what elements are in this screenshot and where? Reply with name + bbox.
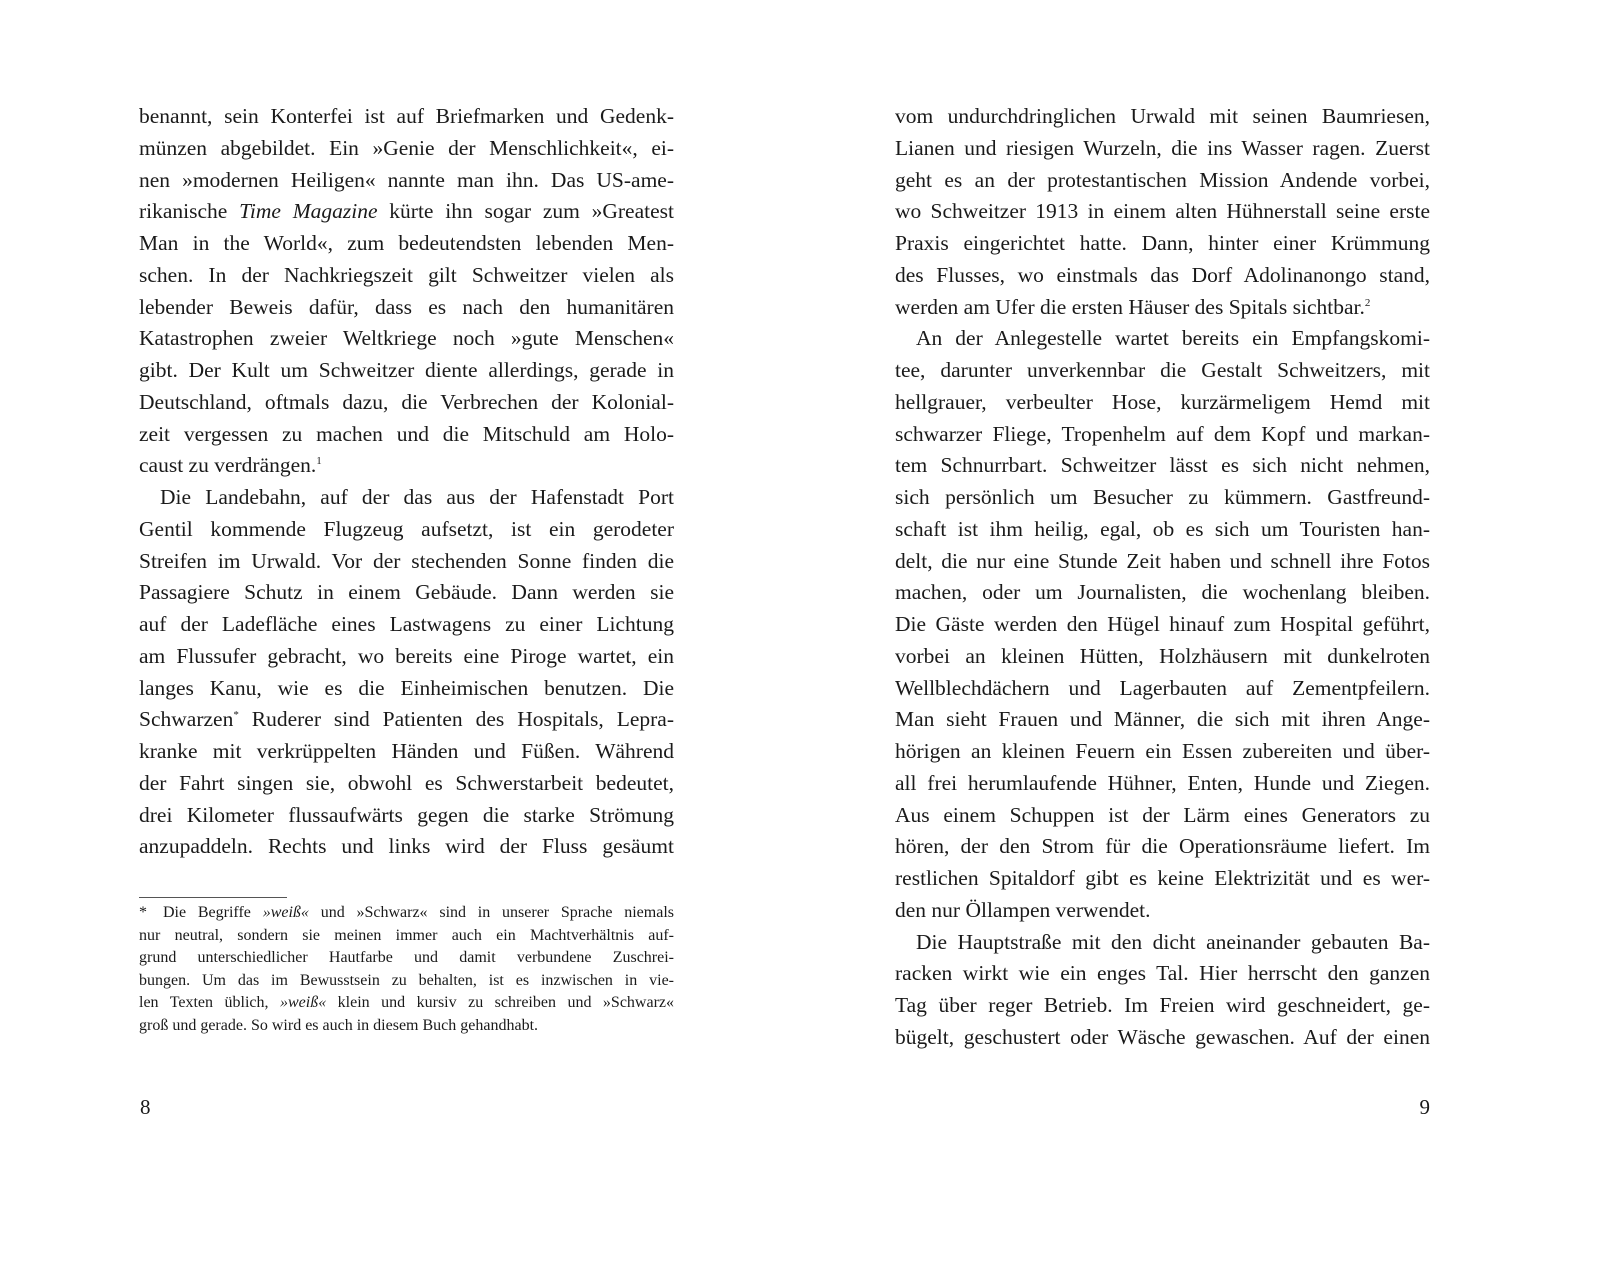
text-line [895, 323, 1430, 355]
text-segment: restlichen Spitaldorf gibt es keine Elektrizität und es wer- [895, 866, 1430, 890]
text-segment: Man sieht Frauen und Männer, die sich mit ihren Ange- [895, 707, 1430, 732]
text-line [895, 831, 1430, 863]
text-line [139, 768, 674, 800]
right-page-body [895, 101, 1430, 1054]
text-line [895, 387, 1430, 419]
text-line [895, 673, 1430, 705]
text-line [139, 260, 674, 292]
italic-text: Time Magazine [239, 199, 378, 224]
text-segment: der Fahrt singen sie, obwohl es Schwerstarbeit bedeutet, [139, 770, 674, 795]
text-line [139, 970, 674, 993]
text-segment: drei Kilometer flussaufwärts gegen die starke Strömung [139, 802, 674, 827]
text-segment: zeit vergessen zu machen und die Mitschuld am Holo- [139, 421, 674, 446]
text-line [895, 609, 1430, 641]
text-line [139, 546, 674, 578]
text-line [139, 419, 674, 451]
footnote-reference: 2 [1364, 296, 1371, 309]
text-line [139, 514, 674, 546]
text-line [895, 768, 1430, 800]
text-line [895, 1022, 1430, 1054]
text-segment: vorbei an kleinen Hütten, Holzhäusern mit dunkelroten [895, 643, 1430, 668]
text-line [139, 947, 674, 970]
italic-text: »weiß« [262, 904, 309, 921]
text-segment: schen. In der Nachkriegszeit gilt Schweitzer vielen als [139, 262, 674, 287]
text-line [895, 990, 1430, 1022]
text-segment: tem Schnurrbart. Schweitzer lässt es sich nicht nehmen, [895, 453, 1430, 478]
text-line [895, 450, 1430, 482]
text-line [895, 228, 1430, 260]
text-line [139, 992, 674, 1015]
text-segment: nen »modernen Heiligen« nannte man ihn. Das US-ame- [139, 167, 674, 192]
text-segment: schwarzer Fliege, Tropenhelm auf dem Kopf und markan- [895, 421, 1430, 446]
text-line [139, 355, 674, 387]
text-segment: racken wirkt wie ein enges Tal. Hier herrscht den ganzen [895, 961, 1430, 986]
text-segment: Streifen im Urwald. Vor der stechenden Sonne finden die [139, 548, 674, 573]
italic-text: »weiß« [279, 994, 327, 1012]
text-line [895, 419, 1430, 451]
text-line [139, 577, 674, 609]
text-line [895, 641, 1430, 673]
paragraph [895, 927, 1430, 1054]
text-segment: und »Schwarz« sind in unserer Sprache niemals [308, 904, 674, 921]
text-segment: Die Begriffe [163, 904, 263, 921]
text-segment: lebender Beweis dafür, dass es nach den humanitären [139, 294, 674, 319]
text-line [139, 196, 674, 228]
text-line [139, 673, 674, 705]
paragraph [895, 101, 1430, 323]
text-segment: Passagiere Schutz in einem Gebäude. Dann werden sie [139, 580, 674, 605]
text-segment: Die Gäste werden den Hügel hinauf zum Hospital geführt, [895, 612, 1430, 636]
paragraph [139, 101, 674, 482]
text-line [139, 133, 674, 165]
text-line [895, 260, 1430, 292]
text-line [895, 292, 1430, 324]
text-segment: all frei herumlaufende Hühner, Enten, Hunde und Ziegen. [895, 770, 1430, 795]
text-line [895, 577, 1430, 609]
text-line [139, 902, 674, 925]
footnote-divider [139, 897, 287, 898]
text-segment: Aus einem Schuppen ist der Lärm eines Generators zu [895, 802, 1430, 827]
text-segment: Tag über reger Betrieb. Im Freien wird geschneidert, ge- [895, 993, 1430, 1017]
text-segment: tee, darunter unverkennbar die Gestalt Schweitzers, mit [895, 358, 1430, 382]
text-line [895, 482, 1430, 514]
text-line [139, 704, 674, 736]
footnote-reference: * [233, 709, 239, 722]
text-line [139, 736, 674, 768]
text-segment: Ruderer sind Patienten des Hospitals, Lepra- [238, 707, 674, 732]
text-line [139, 450, 674, 482]
text-line [895, 736, 1430, 768]
text-segment: münzen abgebildet. Ein »Genie der Menschlichkeit«, ei- [139, 135, 674, 160]
text-segment: werden am Ufer die ersten Häuser des Spitals sichtbar. [895, 294, 1365, 319]
text-segment: nur neutral, sondern sie meinen immer auch ein Machtverhältnis auf- [139, 926, 674, 944]
text-line [895, 165, 1430, 197]
text-line [139, 925, 674, 948]
text-line [895, 958, 1430, 990]
text-line [139, 165, 674, 197]
text-segment: Lianen und riesigen Wurzeln, die ins Wasser ragen. Zuerst [895, 135, 1430, 160]
text-segment: hörigen an kleinen Feuern ein Essen zubereiten und über- [895, 739, 1430, 763]
text-segment: am Flussufer gebracht, wo bereits eine Piroge wartet, ein [139, 643, 674, 668]
text-segment: hellgrauer, verbeulter Hose, kurzärmeligem Hemd mit [895, 389, 1430, 414]
text-line [895, 800, 1430, 832]
text-line [139, 609, 674, 641]
text-line [139, 831, 674, 863]
text-line [139, 101, 674, 133]
text-segment: sich persönlich um Besucher zu kümmern. Gastfreund- [895, 485, 1430, 509]
text-line [895, 895, 1430, 927]
paragraph [895, 323, 1430, 926]
text-segment: Schwarzen [139, 707, 234, 732]
text-line [139, 387, 674, 419]
text-segment: kürte ihn sogar zum »Greatest [377, 199, 674, 224]
text-segment: geht es an der protestantischen Mission Andende vorbei, [895, 167, 1430, 192]
text-segment: anzupaddeln. Rechts und links wird der Fluss gesäumt [139, 834, 674, 859]
text-line [895, 196, 1430, 228]
text-segment: auf der Ladefläche eines Lastwagens zu einer Lichtung [139, 612, 674, 636]
left-page-body [139, 101, 674, 863]
page-number-left: 8 [140, 1095, 151, 1119]
text-line [139, 482, 674, 514]
text-segment: hören, der den Strom für die Operationsräume liefert. Im [895, 834, 1430, 859]
paragraph [139, 482, 674, 863]
text-segment: Wellblechdächern und Lagerbauten auf Zementpfeilern. [895, 675, 1430, 700]
text-segment: Praxis eingerichtet hatte. Dann, hinter einer Krümmung [895, 231, 1430, 255]
text-line [139, 800, 674, 832]
text-segment: delt, die nur eine Stunde Zeit haben und schnell ihre Fotos [895, 548, 1430, 573]
text-line [895, 101, 1430, 133]
footnote [139, 902, 674, 1038]
text-line [139, 323, 674, 355]
text-line [139, 292, 674, 324]
text-segment: Man in the World«, zum bedeutendsten lebenden Men- [139, 231, 674, 255]
text-segment: grund unterschiedlicher Hautfarbe und damit verbundene Zuschrei- [139, 949, 674, 967]
text-segment: An der Anlegestelle wartet bereits ein Empfangskomi- [916, 326, 1430, 351]
text-segment: wo Schweitzer 1913 in einem alten Hühnerstall seine erste [895, 199, 1430, 224]
text-line [139, 1015, 674, 1038]
text-segment: schaft ist ihm heilig, egal, ob es sich um Touristen han- [895, 516, 1430, 541]
text-segment: den nur Öllampen verwendet. [895, 897, 1151, 922]
text-line [139, 641, 674, 673]
footnote-reference: 1 [316, 455, 322, 468]
text-line [895, 927, 1430, 959]
text-segment: des Flusses, wo einstmals das Dorf Adolinanongo stand, [895, 262, 1430, 287]
text-segment: bügelt, geschustert oder Wäsche gewaschen. Auf der einen [895, 1024, 1430, 1049]
footnote-marker: * [139, 904, 147, 921]
page-number-right: 9 [1419, 1095, 1430, 1119]
text-segment: gibt. Der Kult um Schweitzer diente allerdings, gerade in [139, 358, 674, 382]
text-line [895, 133, 1430, 165]
text-segment: groß und gerade. So wird es auch in diesem Buch gehandhabt. [139, 1016, 539, 1034]
text-segment: Die Hauptstraße mit den dicht aneinander gebauten Ba- [916, 929, 1430, 954]
text-line [895, 355, 1430, 387]
text-segment: langes Kanu, wie es die Einheimischen benutzen. Die [139, 675, 674, 700]
text-segment: vom undurchdringlichen Urwald mit seinen Baumriesen, [895, 104, 1430, 128]
text-segment: rikanische [139, 199, 240, 224]
text-line [895, 704, 1430, 736]
text-line [139, 228, 674, 260]
text-segment: caust zu verdrängen. [139, 453, 317, 478]
text-line [895, 514, 1430, 546]
text-line [895, 863, 1430, 895]
text-segment: klein und kursiv zu schreiben und »Schwarz« [326, 994, 675, 1012]
text-segment: Deutschland, oftmals dazu, die Verbrechen der Kolonial- [139, 389, 674, 414]
text-segment: machen, oder um Journalisten, die wochenlang bleiben. [895, 580, 1430, 605]
text-segment: bungen. Um das im Bewusstsein zu behalten, ist es inzwischen in vie- [139, 971, 674, 989]
text-segment: Die Landebahn, auf der das aus der Hafenstadt Port [160, 485, 674, 509]
text-segment: kranke mit verkrüppelten Händen und Füßen. Während [139, 739, 674, 763]
text-segment: Gentil kommende Flugzeug aufsetzt, ist ein gerodeter [139, 516, 674, 541]
text-segment: benannt, sein Konterfei ist auf Briefmarken und Gedenk- [139, 104, 674, 128]
text-segment: len Texten üblich, [139, 994, 280, 1012]
text-segment: Katastrophen zweier Weltkriege noch »gute Menschen« [139, 326, 674, 351]
text-line [895, 546, 1430, 578]
